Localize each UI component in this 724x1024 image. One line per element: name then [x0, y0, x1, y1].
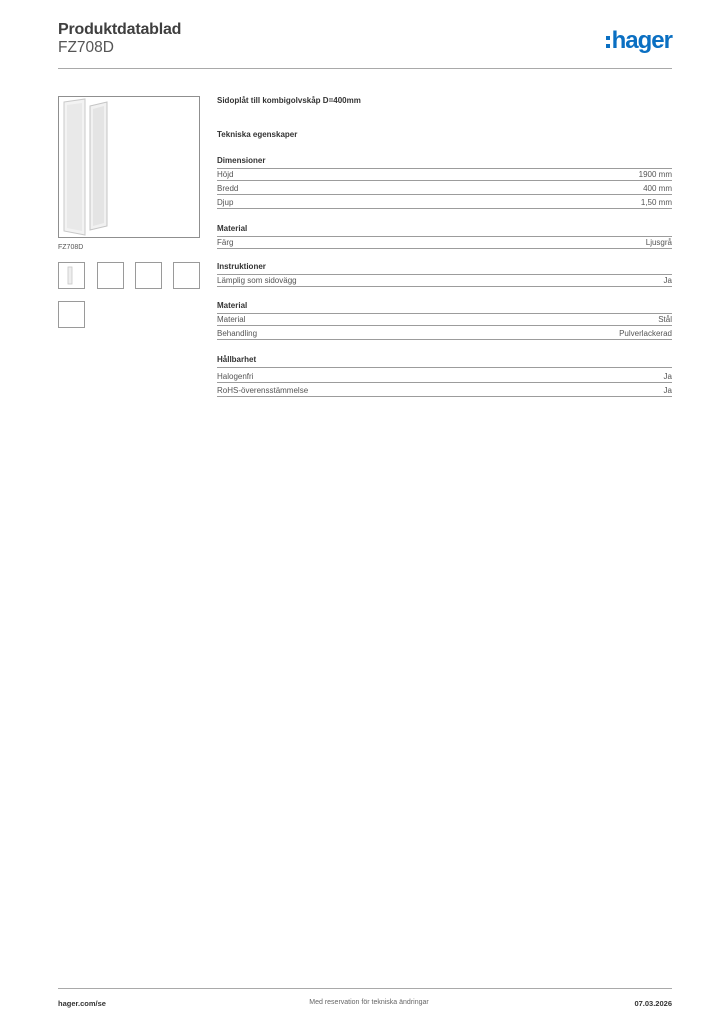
logo-dots-icon	[606, 36, 610, 48]
spec-row	[217, 236, 672, 249]
spec-row	[217, 384, 672, 397]
spec-value: 1,50 mm	[640, 198, 672, 207]
thumbnail-4[interactable]	[173, 262, 200, 289]
spec-label: Material	[217, 315, 246, 324]
spec-value: Ja	[663, 276, 672, 285]
spec-row	[217, 327, 672, 340]
spec-value: Ljusgrå	[645, 238, 672, 247]
section-heading: Dimensioner	[217, 156, 672, 169]
spec-row	[217, 196, 672, 209]
thumbnail-panel-icon	[59, 263, 84, 288]
side-panel-illustration	[59, 97, 199, 237]
spec-label: Färg	[217, 238, 234, 247]
spec-label: RoHS-överensstämmelse	[217, 386, 309, 395]
spec-label: Halogenfri	[217, 372, 254, 381]
spec-label: Djup	[217, 198, 234, 207]
thumbnail-1[interactable]	[58, 262, 85, 289]
spec-row	[217, 370, 672, 383]
thumbnail-3[interactable]	[135, 262, 162, 289]
product-image	[58, 96, 200, 238]
product-description: Sidoplåt till kombigolvskåp D=400mm	[217, 96, 361, 105]
section-heading: Material	[217, 301, 672, 314]
header-divider	[58, 68, 672, 69]
hager-logo	[606, 29, 672, 53]
footer-disclaimer: Med reservation för tekniska ändringar	[309, 999, 429, 1006]
spec-label: Lämplig som sidovägg	[217, 276, 297, 285]
spec-row	[217, 313, 672, 326]
spec-value: Pulverlackerad	[619, 329, 672, 338]
thumbnail-2[interactable]	[97, 262, 124, 289]
spec-value: Ja	[663, 372, 672, 381]
spec-label: Höjd	[217, 170, 234, 179]
image-caption: FZ708D	[58, 244, 84, 251]
product-code: FZ708D	[58, 39, 114, 56]
tech-properties-heading: Tekniska egenskaper	[217, 130, 298, 139]
spec-value: 400 mm	[643, 184, 672, 193]
spec-value: 1900 mm	[638, 170, 672, 179]
spec-label: Behandling	[217, 329, 258, 338]
spec-row	[217, 182, 672, 195]
footer-divider	[58, 988, 672, 989]
spec-label: Bredd	[217, 184, 239, 193]
section-heading: Instruktioner	[217, 262, 672, 275]
document-title: Produktdatablad	[58, 21, 182, 38]
footer-date: 07.03.2026	[634, 999, 672, 1008]
spec-row	[217, 168, 672, 181]
logo-text: hager	[611, 27, 672, 54]
spec-value: Stål	[658, 315, 672, 324]
section-heading: Material	[217, 224, 672, 237]
spec-row	[217, 274, 672, 287]
footer-website-link[interactable]: hager.com/se	[58, 999, 106, 1008]
thumbnail-5[interactable]	[58, 301, 85, 328]
spec-value: Ja	[663, 386, 672, 395]
section-heading: Hållbarhet	[217, 355, 672, 368]
